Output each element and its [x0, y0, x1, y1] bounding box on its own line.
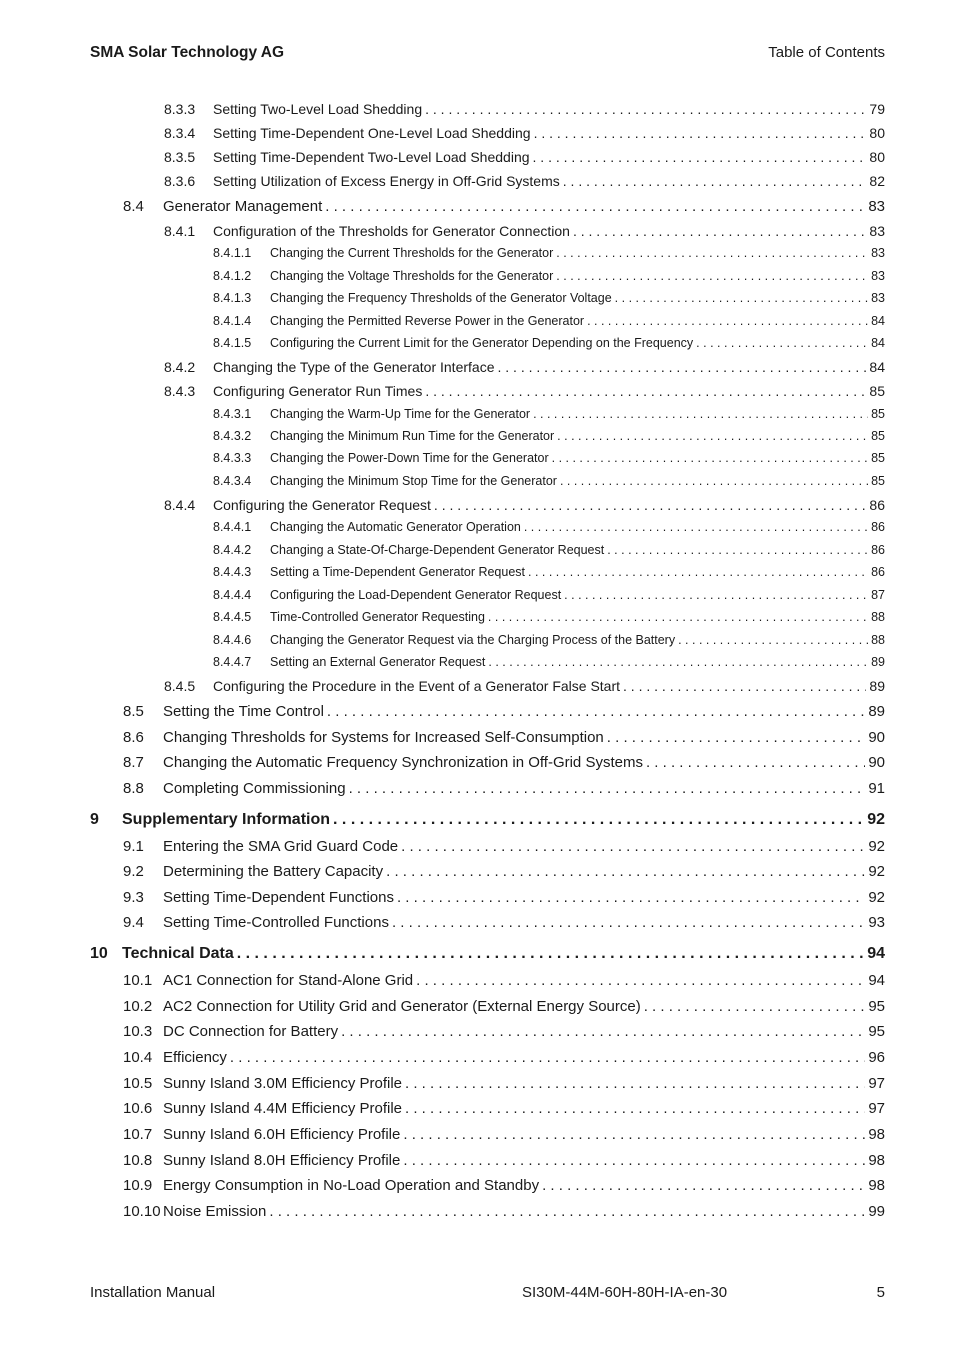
toc-entry[interactable] [0, 497, 885, 517]
toc-leader-dots [403, 1126, 865, 1143]
toc-entry-page: 98 [868, 1152, 885, 1169]
toc-leader-dots [403, 1152, 865, 1169]
toc-entry-number: 8.3.3 [164, 101, 196, 117]
toc-entry-page: 83 [871, 269, 885, 283]
toc-leader-dots [552, 451, 868, 465]
toc-entry[interactable] [0, 1203, 885, 1223]
toc-entry[interactable] [0, 314, 885, 334]
toc-entry-number: 8.4.1 [164, 223, 196, 239]
toc-entry-page: 86 [871, 520, 885, 534]
toc-leader-dots [434, 497, 867, 513]
toc-leader-dots [349, 780, 866, 797]
toc-leader-dots [341, 1023, 865, 1040]
toc-entry-number: 10.4 [123, 1049, 153, 1066]
toc-entry-number: 8.6 [123, 729, 144, 746]
toc-entry-page: 96 [868, 1049, 885, 1066]
toc-entry-title: Time-Controlled Generator Requesting [270, 610, 485, 624]
toc-entry-page: 92 [868, 863, 885, 880]
footer-manual-title: Installation Manual [90, 1284, 216, 1301]
toc-leader-dots [607, 729, 866, 746]
toc-entry[interactable] [0, 838, 885, 858]
toc-leader-dots [587, 314, 868, 328]
toc-entry[interactable] [0, 543, 885, 563]
toc-entry[interactable] [0, 407, 885, 427]
toc-entry[interactable] [0, 588, 885, 608]
footer-doc-id: SI30M-44M-60H-80H-IA-en-30 [522, 1284, 728, 1301]
toc-entry-title: Sunny Island 6.0H Efficiency Profile [163, 1126, 401, 1143]
toc-leader-dots [488, 610, 868, 624]
toc-entry-page: 89 [868, 703, 885, 720]
toc-entry[interactable] [0, 780, 885, 800]
toc-entry[interactable] [0, 678, 885, 698]
toc-entry[interactable] [0, 383, 885, 403]
toc-entry-title: Sunny Island 4.4M Efficiency Profile [163, 1100, 403, 1117]
toc-entry-page: 91 [868, 780, 885, 797]
toc-entry[interactable] [0, 703, 885, 723]
toc-entry-number: 9.1 [123, 838, 144, 855]
toc-entry-page: 87 [871, 588, 885, 602]
toc-entry-number: 8.5 [123, 703, 144, 720]
toc-entry-number: 10.2 [123, 998, 153, 1015]
toc-entry-title: Technical Data [122, 945, 234, 962]
toc-entry-page: 98 [868, 1126, 885, 1143]
toc-entry-page: 85 [871, 407, 885, 421]
toc-entry-page: 83 [871, 246, 885, 260]
toc-entry-page: 80 [869, 125, 885, 141]
toc-entry-title: AC2 Connection for Utility Grid and Generator (External Energy Source) [163, 998, 641, 1015]
toc-entry[interactable] [0, 149, 885, 169]
toc-entry-page: 89 [871, 655, 885, 669]
toc-entry-title: Changing the Current Thresholds for the Generator [270, 246, 554, 260]
toc-entry-number: 10.6 [123, 1100, 153, 1117]
toc-entry-title: Energy Consumption in No-Load Operation and Standby [163, 1177, 540, 1194]
toc-entry-page: 90 [868, 754, 885, 771]
toc-entry-title: Efficiency [163, 1049, 227, 1066]
toc-entry[interactable] [0, 173, 885, 193]
toc-entry-page: 97 [868, 1100, 885, 1117]
toc-entry-page: 92 [868, 838, 885, 855]
toc-entry-title: Entering the SMA Grid Guard Code [163, 838, 399, 855]
toc-entry-number: 8.4.4.6 [213, 633, 252, 647]
toc-entry-page: 86 [871, 543, 885, 557]
toc-leader-dots [533, 407, 868, 421]
toc-entry[interactable] [0, 972, 885, 992]
toc-entry-title: Setting Time-Controlled Functions [163, 914, 389, 931]
toc-leader-dots [405, 1075, 865, 1092]
toc-entry[interactable] [0, 1177, 885, 1197]
toc-entry-number: 10.3 [123, 1023, 153, 1040]
toc-entry-page: 83 [868, 198, 885, 215]
toc-entry-title: Setting Two-Level Load Shedding [213, 101, 423, 117]
toc-entry-number: 8.4.3.4 [213, 474, 252, 488]
toc-entry-title: Completing Commissioning [163, 780, 346, 797]
toc-entry-number: 8.4.4.3 [213, 565, 252, 579]
toc-entry-title: Changing the Warm-Up Time for the Generator [270, 407, 531, 421]
toc-leader-dots [644, 998, 866, 1015]
toc-entry-title: Configuring Generator Run Times [213, 383, 423, 399]
toc-entry-number: 10.8 [123, 1152, 153, 1169]
toc-entry-number: 10.7 [123, 1126, 153, 1143]
toc-entry-number: 8.3.5 [164, 149, 196, 165]
toc-entry[interactable] [0, 633, 885, 653]
toc-entry-number: 8.3.6 [164, 173, 196, 189]
toc-entry[interactable] [0, 1075, 885, 1095]
toc-entry-page: 82 [869, 173, 885, 189]
toc-leader-dots [333, 811, 864, 829]
toc-entry-page: 95 [868, 998, 885, 1015]
toc-entry[interactable] [0, 945, 885, 965]
toc-leader-dots [607, 543, 868, 557]
toc-entry-number: 9.3 [123, 889, 144, 906]
toc-entry[interactable] [0, 914, 885, 934]
toc-entry[interactable] [0, 754, 885, 774]
toc-leader-dots [678, 633, 868, 647]
toc-leader-dots [397, 889, 865, 906]
toc-entry-number: 9 [90, 811, 99, 828]
toc-entry-title: Setting Utilization of Excess Energy in Off-Grid Systems [213, 173, 560, 189]
toc-entry-title: Sunny Island 3.0M Efficiency Profile [163, 1075, 403, 1092]
toc-entry-title: Configuring the Procedure in the Event of a Generator False Start [213, 678, 621, 694]
toc-entry[interactable] [0, 1152, 885, 1172]
toc-entry-number: 8.3.4 [164, 125, 196, 141]
toc-entry[interactable] [0, 223, 885, 243]
toc-entry-number: 8.4.3 [164, 383, 196, 399]
toc-entry-title: Generator Management [163, 198, 323, 215]
toc-entry-title: Changing the Generator Request via the Charging Process of the Battery [270, 633, 676, 647]
toc-entry-number: 8.8 [123, 780, 144, 797]
toc-entry-number: 8.4.4.1 [213, 520, 252, 534]
toc-entry-page: 92 [867, 811, 885, 828]
toc-entry-number: 8.7 [123, 754, 144, 771]
toc-leader-dots [534, 125, 867, 141]
toc-entry-title: Changing the Automatic Frequency Synchronization in Off-Grid Systems [163, 754, 643, 771]
toc-entry-title: Configuring the Generator Request [213, 497, 431, 513]
toc-entry-page: 83 [871, 291, 885, 305]
toc-entry[interactable] [0, 269, 885, 289]
toc-leader-dots [556, 269, 868, 283]
toc-entry-page: 93 [868, 914, 885, 931]
toc-entry[interactable] [0, 1049, 885, 1069]
toc-leader-dots [646, 754, 865, 771]
toc-leader-dots [401, 838, 865, 855]
toc-entry[interactable] [0, 863, 885, 883]
toc-entry[interactable] [0, 520, 885, 540]
toc-entry-number: 8.4.1.4 [213, 314, 252, 328]
toc-leader-dots [497, 359, 866, 375]
toc-entry-page: 98 [868, 1177, 885, 1194]
toc-entry-title: AC1 Connection for Stand-Alone Grid [163, 972, 414, 989]
toc-entry-page: 86 [869, 497, 885, 513]
toc-entry[interactable] [0, 998, 885, 1018]
toc-entry[interactable] [0, 101, 885, 121]
toc-entry[interactable] [0, 336, 885, 356]
toc-entry-number: 10 [90, 945, 108, 962]
toc-entry-title: DC Connection for Battery [163, 1023, 339, 1040]
toc-entry-number: 8.4 [123, 198, 144, 215]
toc-entry-number: 10.9 [123, 1177, 153, 1194]
toc-entry-number: 9.4 [123, 914, 144, 931]
toc-entry-page: 84 [869, 359, 885, 375]
toc-leader-dots [560, 474, 868, 488]
toc-entry[interactable] [0, 610, 885, 630]
toc-leader-dots [392, 914, 865, 931]
toc-entry-page: 89 [869, 678, 885, 694]
toc-entry-title: Setting a Time-Dependent Generator Request [270, 565, 526, 579]
toc-entry-page: 85 [869, 383, 885, 399]
toc-entry[interactable] [0, 125, 885, 145]
toc-leader-dots [327, 703, 865, 720]
toc-entry-title: Setting Time-Dependent One-Level Load Shedding [213, 125, 531, 141]
toc-entry[interactable] [0, 655, 885, 675]
toc-entry-title: Supplementary Information [122, 811, 331, 828]
toc-entry-page: 95 [868, 1023, 885, 1040]
toc-entry-title: Setting Time-Dependent Functions [163, 889, 394, 906]
toc-entry-page: 94 [867, 945, 885, 962]
toc-leader-dots [524, 520, 868, 534]
toc-entry-page: 80 [869, 149, 885, 165]
toc-entry-page: 97 [868, 1075, 885, 1092]
toc-entry[interactable] [0, 291, 885, 311]
toc-entry[interactable] [0, 451, 885, 471]
toc-entry-title: Changing the Power-Down Time for the Generator [270, 451, 549, 465]
toc-entry-page: 84 [871, 336, 885, 350]
toc-leader-dots [405, 1100, 865, 1117]
toc-entry-number: 8.4.4 [164, 497, 196, 513]
toc-entry-number: 8.4.4.5 [213, 610, 252, 624]
toc-entry-number: 8.4.4.4 [213, 588, 252, 602]
toc-entry-page: 83 [869, 223, 885, 239]
toc-entry-number: 8.4.4.2 [213, 543, 252, 557]
toc-entry-number: 8.4.3.1 [213, 407, 252, 421]
toc-entry[interactable] [0, 1126, 885, 1146]
footer-page-number: 5 [876, 1284, 885, 1301]
toc-entry[interactable] [0, 359, 885, 379]
toc-entry-number: 10.10 [123, 1203, 161, 1220]
toc-entry-page: 99 [868, 1203, 885, 1220]
toc-entry-page: 79 [869, 101, 885, 117]
toc-entry-title: Setting Time-Dependent Two-Level Load Shedding [213, 149, 530, 165]
toc-entry-title: Configuration of the Thresholds for Generator Connection [213, 223, 570, 239]
toc-entry[interactable] [0, 1100, 885, 1120]
toc-entry-title: Sunny Island 8.0H Efficiency Profile [163, 1152, 401, 1169]
toc-leader-dots [573, 223, 866, 239]
toc-leader-dots [557, 429, 868, 443]
toc-entry-title: Changing the Type of the Generator Interface [213, 359, 495, 375]
toc-entry[interactable] [0, 198, 885, 218]
toc-leader-dots [533, 149, 867, 165]
toc-entry-number: 8.4.2 [164, 359, 196, 375]
toc-entry-title: Determining the Battery Capacity [163, 863, 384, 880]
toc-entry-title: Changing the Frequency Thresholds of the Generator Voltage [270, 291, 612, 305]
toc-entry-title: Changing a State-Of-Charge-Dependent Generator Request [270, 543, 605, 557]
toc-entry-title: Changing the Minimum Stop Time for the Generator [270, 474, 557, 488]
toc-entry-page: 88 [871, 610, 885, 624]
toc-entry-number: 9.2 [123, 863, 144, 880]
toc-entry[interactable] [0, 889, 885, 909]
toc-leader-dots [528, 565, 868, 579]
toc-entry-title: Setting an External Generator Request [270, 655, 486, 669]
toc-leader-dots [615, 291, 868, 305]
toc-entry-title: Configuring the Current Limit for the Generator Depending on the Frequency [270, 336, 694, 350]
toc-entry-page: 90 [868, 729, 885, 746]
toc-entry-number: 8.4.1.2 [213, 269, 252, 283]
toc-entry-title: Noise Emission [163, 1203, 267, 1220]
toc-entry-number: 8.4.1.3 [213, 291, 252, 305]
toc-entry-page: 84 [871, 314, 885, 328]
toc-entry-number: 10.1 [123, 972, 153, 989]
toc-entry-number: 8.4.5 [164, 678, 196, 694]
toc-entry[interactable] [0, 429, 885, 449]
toc-entry-number: 8.4.1.1 [213, 246, 252, 260]
toc-entry-number: 8.4.4.7 [213, 655, 252, 669]
toc-entry-number: 8.4.3.3 [213, 451, 252, 465]
toc-entry-page: 94 [868, 972, 885, 989]
toc-entry-title: Configuring the Load-Dependent Generator Request [270, 588, 562, 602]
toc-entry[interactable] [0, 565, 885, 585]
header-section: Table of Contents [768, 44, 885, 61]
toc-leader-dots [325, 198, 865, 215]
toc-leader-dots [386, 863, 865, 880]
toc-leader-dots [425, 383, 866, 399]
toc-leader-dots [237, 945, 864, 963]
toc-leader-dots [623, 678, 866, 694]
toc-leader-dots [230, 1049, 865, 1066]
toc-leader-dots [416, 972, 865, 989]
toc-leader-dots [542, 1177, 865, 1194]
toc-entry-page: 92 [868, 889, 885, 906]
toc-leader-dots [696, 336, 868, 350]
toc-entry-title: Changing the Permitted Reverse Power in the Generator [270, 314, 585, 328]
toc-leader-dots [563, 173, 867, 189]
toc-leader-dots [488, 655, 868, 669]
toc-entry-title: Changing the Automatic Generator Operation [270, 520, 521, 534]
toc-entry-number: 8.4.3.2 [213, 429, 252, 443]
toc-leader-dots [556, 246, 868, 260]
toc-entry[interactable] [0, 1023, 885, 1043]
toc-entry[interactable] [0, 246, 885, 266]
toc-entry[interactable] [0, 729, 885, 749]
toc-entry-title: Changing the Minimum Run Time for the Generator [270, 429, 555, 443]
toc-entry-title: Changing Thresholds for Systems for Increased Self-Consumption [163, 729, 604, 746]
toc-entry-title: Setting the Time Control [163, 703, 324, 720]
toc-entry-page: 85 [871, 429, 885, 443]
header-company: SMA Solar Technology AG [90, 44, 285, 61]
toc-entry-page: 88 [871, 633, 885, 647]
toc-entry[interactable] [0, 474, 885, 494]
toc-entry-number: 10.5 [123, 1075, 153, 1092]
toc-leader-dots [425, 101, 866, 117]
toc-entry-page: 86 [871, 565, 885, 579]
toc-entry-page: 85 [871, 474, 885, 488]
toc-leader-dots [564, 588, 868, 602]
toc-entry-number: 8.4.1.5 [213, 336, 252, 350]
toc-entry[interactable] [0, 811, 885, 831]
toc-entry-title: Changing the Voltage Thresholds for the Generator [270, 269, 554, 283]
toc-entry-page: 85 [871, 451, 885, 465]
toc-leader-dots [269, 1203, 865, 1220]
